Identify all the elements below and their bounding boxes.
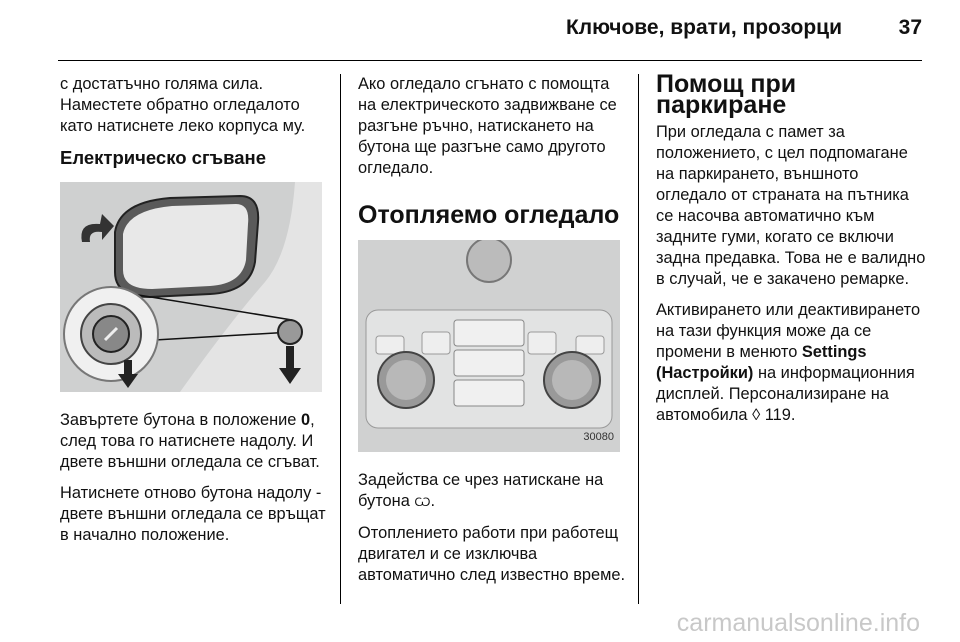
section-heading-parking-assist: Помощ при паркиране [656, 70, 797, 119]
text-run: Задейства се чрез натискане на бутона [358, 471, 604, 510]
text-run: Завъртете бутона в положение [60, 411, 301, 429]
settings-menu-name: Settings (Настройки) [656, 343, 867, 382]
page-number: 37 [898, 16, 922, 39]
mirror-fold-illustration [60, 182, 322, 392]
text-run: . [790, 406, 796, 424]
figure-number: 30080 [583, 431, 614, 443]
column-divider-2 [638, 74, 639, 604]
column-3 [656, 70, 926, 436]
watermark: carmanualsonline.info [676, 609, 920, 637]
paragraph: с достатъчно голяма сила. Наместете обратно огледалото като натиснете леко корпуса му. [60, 75, 306, 135]
text-run: на информационния дисплей. Персонализиране на автомобила [656, 364, 915, 424]
paragraph [60, 410, 330, 473]
section-heading-electric-folding: Електрическо сгъване [60, 147, 267, 168]
column-divider-1 [340, 74, 341, 604]
climate-panel-illustration [358, 240, 620, 452]
column-1 [60, 74, 330, 556]
heated-mirror-icon: Ѡ [414, 495, 431, 509]
climate-panel-drawing [358, 240, 620, 452]
page-header [0, 0, 960, 62]
paragraph [358, 470, 626, 513]
text-run: , след това го натиснете надолу. И двете външни огледала се сгъват. [60, 411, 320, 471]
paragraph: Ако огледало сгънато с помощта на електрическото задвижване се разгъне ръчно, натискането на бутона ще разгъне само другото огледало. [358, 75, 617, 177]
mirror-fold-drawing [60, 182, 322, 392]
text-run: Активирането или деактивирането на тази функция може да се промени в менюто [656, 301, 921, 361]
paragraph: Натиснете отново бутона надолу - двете външни огледала се връщат в начално положение. [60, 484, 326, 544]
chapter-title: Ключове, врати, прозорци [565, 16, 842, 39]
page-reference[interactable]: 119 [760, 406, 791, 424]
position-zero: 0 [300, 411, 311, 429]
paragraph: Отоплението работи при работещ двигател и се изключва автоматично след известно време. [358, 524, 626, 584]
paragraph [656, 300, 926, 426]
page-reference-icon: ◊ [752, 406, 761, 424]
header-divider [58, 60, 922, 61]
section-heading-heated-mirror: Отопляемо огледало [358, 201, 620, 229]
paragraph: При огледала с памет за положението, с цел подпомагане на паркирането, външното огледало от страната на пътника се насочва автоматично към задните гуми, когато се включи задна предавка. Това не е валидно в случай, че е закачено ремарке. [656, 123, 926, 288]
text-run: . [430, 492, 436, 510]
column-2 [358, 74, 626, 596]
